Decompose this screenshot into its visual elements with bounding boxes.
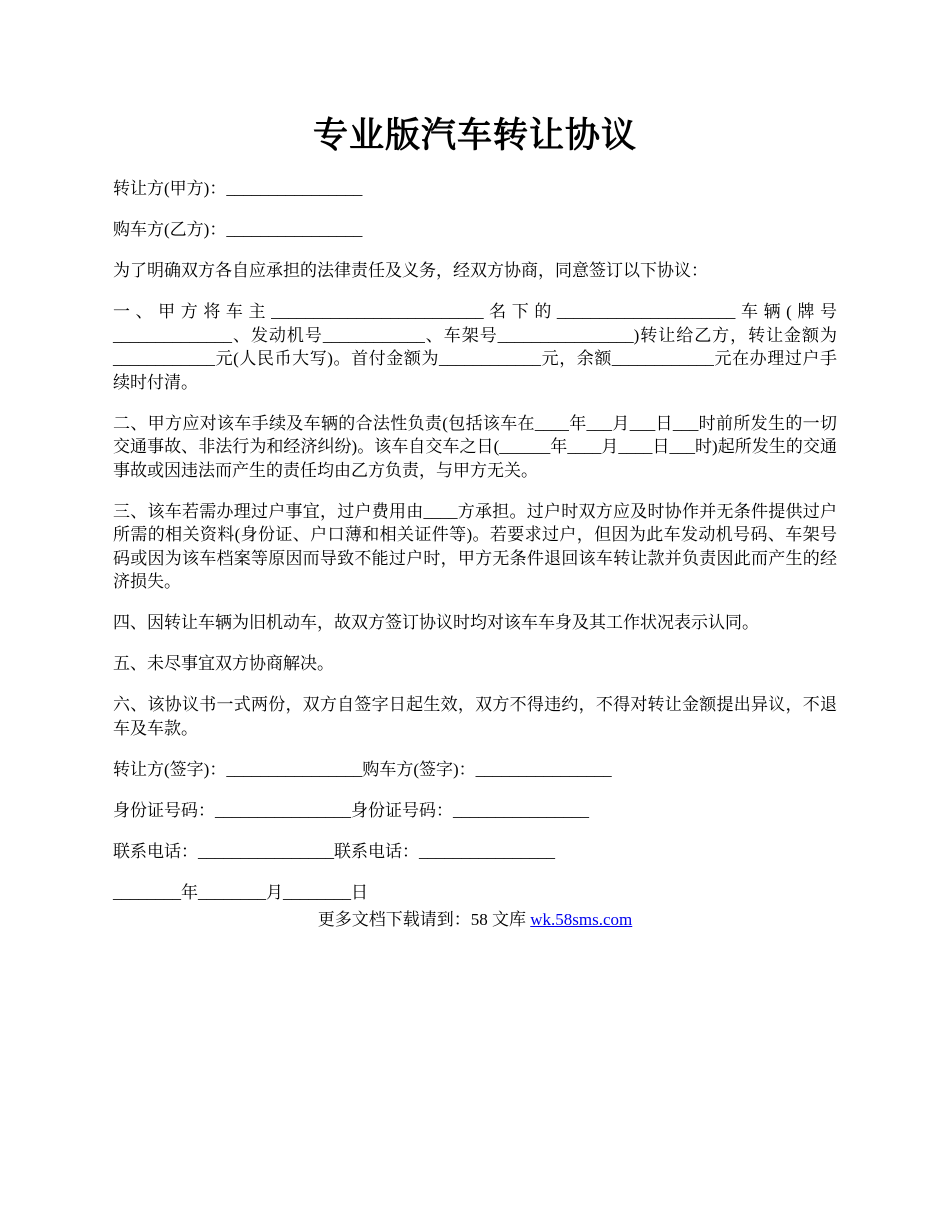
clause-6: 六、该协议书一式两份，双方自签字日起生效，双方不得违约，不得对转让金额提出异议，不退车及车款。: [113, 695, 837, 738]
clause-2: 二、甲方应对该车手续及车辆的合法性负责(包括该车在____年___月___日___时前所发生的一切交通事故、非法行为和经济纠纷)。该车自交车之日(______年____月____日___时)起所发生的交通事故或因违法而产生的责任均由乙方负责，与甲方无关。: [113, 413, 837, 480]
footer-text: 更多文档下载请到：58 文库: [317, 910, 531, 929]
phone-line: 联系电话：________________联系电话：________________: [113, 841, 555, 861]
id-number-line: 身份证号码：________________身份证号码：________________: [113, 800, 589, 820]
footer-link[interactable]: wk.58sms.com: [530, 910, 633, 929]
clause-1: 一、甲方将车主_________________________名下的_____________________车辆(牌号______________、发动机号____________、车架号________________)转让给乙方，转让金额为____________元(人民币大写)。首付金额为____________元，余额____________元在办理过户手续时付清。: [113, 302, 837, 392]
buyer-line: 购车方(乙方)：________________: [113, 220, 363, 239]
document-body: [113, 177, 837, 922]
document-title: 专业版汽车转让协议: [312, 116, 637, 155]
download-footer: [0, 908, 950, 932]
date-line: ________年________月________日: [113, 882, 368, 902]
signature-line: 转让方(签字)：________________购车方(签字)：________________: [113, 759, 612, 779]
intro-paragraph: 为了明确双方各自应承担的法律责任及义务，经双方协商，同意签订以下协议：: [113, 261, 708, 280]
clause-3: 三、该车若需办理过户事宜，过户费用由____方承担。过户时双方应及时协作并无条件提供过户所需的相关资料(身份证、户口薄和相关证件等)。若要求过户，但因为此车发动机号码、车架号码或因为该车档案等原因而导致不能过户时，甲方无条件退回该车转让款并负责因此而产生的经济损失。: [113, 501, 837, 591]
clause-5: 五、未尽事宜双方协商解决。: [113, 654, 334, 673]
clause-4: 四、因转让车辆为旧机动车，故双方签订协议时均对该车车身及其工作状况表示认同。: [113, 613, 759, 632]
seller-line: 转让方(甲方)：________________: [113, 179, 363, 198]
